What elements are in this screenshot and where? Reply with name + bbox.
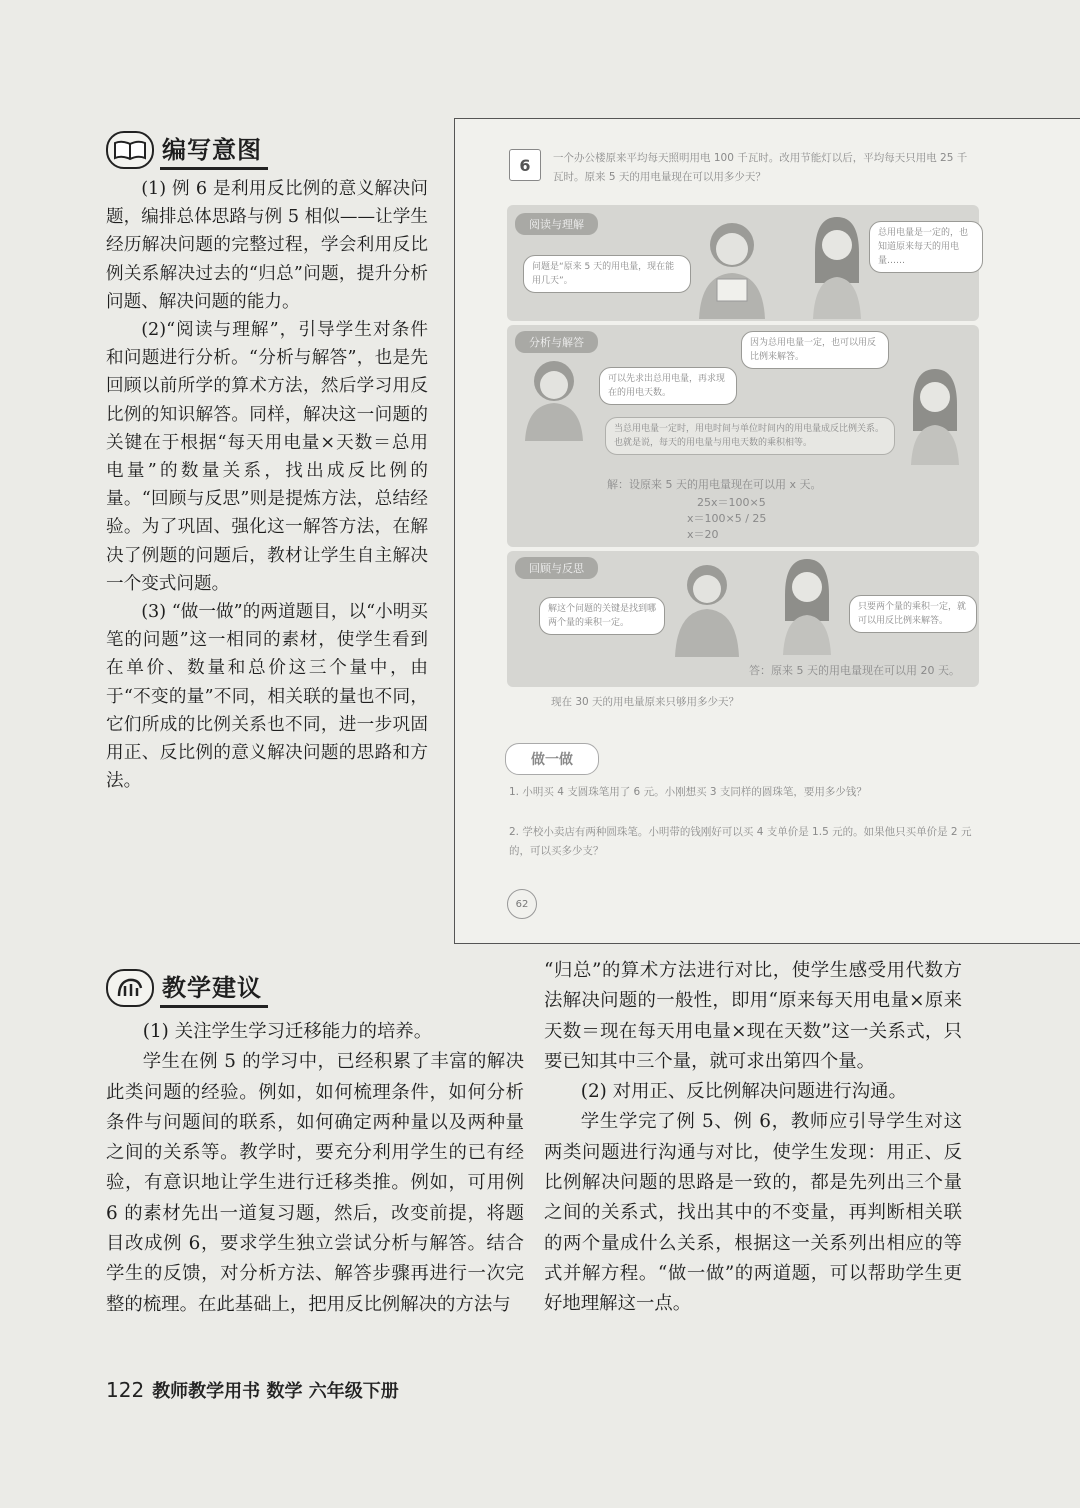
problem-number-badge: 6: [509, 149, 541, 181]
reasoning-box: 当总用电量一定时，用电时间与单位时间内的用电量成反比例关系。也就是说，每天的用电量与用电天数的乘积相等。: [605, 417, 895, 455]
section-title: 教学建议: [160, 968, 268, 1008]
student-girl-illustration-icon: [807, 213, 867, 323]
paragraph: (3) “做一做”的两道题目，以“小明买笔的问题”这一相同的素材，使学生看到在单价、数量和总价这三个量中，由于“不变的量”不同，相关联的量也不同，它们所成的比例关系也不同，进一步巩固用正、反比例的意义解决问题的思路和方法。: [106, 602, 428, 792]
teacher-illustration-icon: [687, 215, 777, 323]
problem-header: [509, 149, 973, 187]
equation-line: x＝20: [687, 528, 719, 541]
stage-tag: 回顾与反思: [515, 557, 598, 579]
problem-text: 一个办公楼原来平均每天照明用电 100 千瓦时。改用节能灯以后，平均每天只用电 25 千瓦时。原来 5 天的用电量现在可以用多少天？: [553, 152, 968, 183]
paragraph: 学生学完了例 5、例 6，教师应引导学生对这两类问题进行沟通与对比，使学生发现：用正、反比例解决问题的思路是一致的，都是先列出三个量之间的关系式，找出其中的不变量，再判断相关联的两个量成什么关系，根据这一关系列出相应的等式并解方程。“做一做”的两道题，可以帮助学生更好地理解这一点。: [544, 1111, 962, 1315]
speech-bubble: 问题是“原来 5 天的用电量，现在能用几天”。: [523, 255, 691, 293]
open-book-icon: [106, 131, 154, 169]
speech-bubble: 因为总用电量一定，也可以用反比例来解答。: [741, 331, 889, 369]
speech-bubble: 可以先求出总用电量，再求现在的用电天数。: [599, 367, 737, 405]
stage-tag: 分析与解答: [515, 331, 598, 353]
student-girl-illustration-icon: [777, 555, 837, 659]
student-girl-illustration-icon: [905, 365, 965, 469]
section-title: 编写意图: [160, 130, 268, 170]
teacher-illustration-icon: [519, 355, 589, 445]
section-heading-teaching-suggestions: [106, 968, 268, 1008]
stage-tag: 阅读与理解: [515, 213, 598, 235]
variant-question: 现在 30 天的用电量原来只够用多少天？: [551, 696, 740, 708]
textbook-page-panel: [454, 118, 1080, 944]
paragraph: “归总”的算术方法进行对比，使学生感受用代数方法解决问题的一般性，即用“原来每天用电量×原来天数＝现在每天用电量×现在天数”这一关系式，只要已知其中三个量，就可求出第四个量。: [544, 960, 962, 1072]
section-heading-writing-intent: [106, 130, 268, 170]
equation-line: 25x＝100×5: [697, 496, 766, 509]
writing-intent-body: [106, 175, 428, 795]
stage-review: [507, 551, 979, 687]
speech-bubble: 只要两个量的乘积一定，就可以用反比例来解答。: [849, 595, 977, 633]
speech-bubble: 解这个问题的关键是找到哪两个量的乘积一定。: [539, 597, 665, 635]
paragraph: (2) 对用正、反比例解决问题进行沟通。: [580, 1081, 907, 1103]
solution-intro: 解：设原来 5 天的用电量现在可以用 x 天。: [607, 478, 822, 491]
page-footer: [106, 1377, 399, 1403]
paragraph: (1) 例 6 是利用反比例的意义解决问题，编排总体思路与例 5 相似——让学生经历解决问题的完整过程，学会利用反比例关系解决过去的“归总”问题，提升分析问题、解决问题的能力。: [106, 179, 428, 312]
practice-question-2: 2. 学校小卖店有两种圆珠笔。小明带的钱刚好可以买 4 支单价是 1.5 元的。如果他只买单价是 2 元的，可以买多少支？: [509, 826, 972, 857]
page-number: 122: [106, 1378, 145, 1402]
teaching-suggestions-left-column: [106, 1017, 524, 1320]
textbook-page-number: 62: [507, 889, 537, 919]
practice-question-1: 1. 小明买 4 支圆珠笔用了 6 元。小刚想买 3 支同样的圆珠笔，要用多少钱？: [509, 786, 867, 798]
practice-title: 做一做: [505, 743, 599, 775]
equation-line: x＝100×5 / 25: [687, 512, 767, 525]
paragraph: (1) 关注学生学习迁移能力的培养。: [142, 1021, 433, 1042]
stage-reading: [507, 205, 979, 321]
paragraph: 学生在例 5 的学习中，已经积累了丰富的解决此类问题的经验。例如，如何梳理条件，如何分析条件与问题间的联系，如何确定两种量以及两种量之间的关系等。教学时，要充分利用学生的已有经验，有意识地让学生进行迁移类推。例如，可用例 6 的素材先出一道复习题，然后，改变前提，将题目改成例 6，要求学生独立尝试分析与解答。结合学生的反馈，对分析方法、解答步骤再进行一次完整的梳理。在此基础上，把用反比例解决的方法与: [106, 1051, 524, 1315]
paragraph: (2)“阅读与理解”，引导学生对条件和问题进行分析。“分析与解答”，也是先回顾以前所学的算术方法，然后学习用反比例的知识解答。同样，解决这一问题的关键在于根据“每天用电量×天数＝总用电量”的数量关系，找出成反比例的量。“回顾与反思”则是提炼方法，总结经验。为了巩固、强化这一解答方法，在解决了例题的问题后，教材让学生自主解决一个变式问题。: [106, 320, 428, 594]
teaching-suggestions-right-column: [544, 956, 962, 1320]
speech-bubble: 总用电量是一定的，也知道原来每天的用电量……: [869, 221, 983, 273]
stage-analysis: [507, 325, 979, 547]
answer-line: 答：原来 5 天的用电量现在可以用 20 天。: [749, 664, 960, 677]
teacher-illustration-icon: [667, 557, 747, 661]
book-title: 教师教学用书 数学 六年级下册: [152, 1381, 399, 1402]
teaching-hand-icon: [106, 969, 154, 1007]
